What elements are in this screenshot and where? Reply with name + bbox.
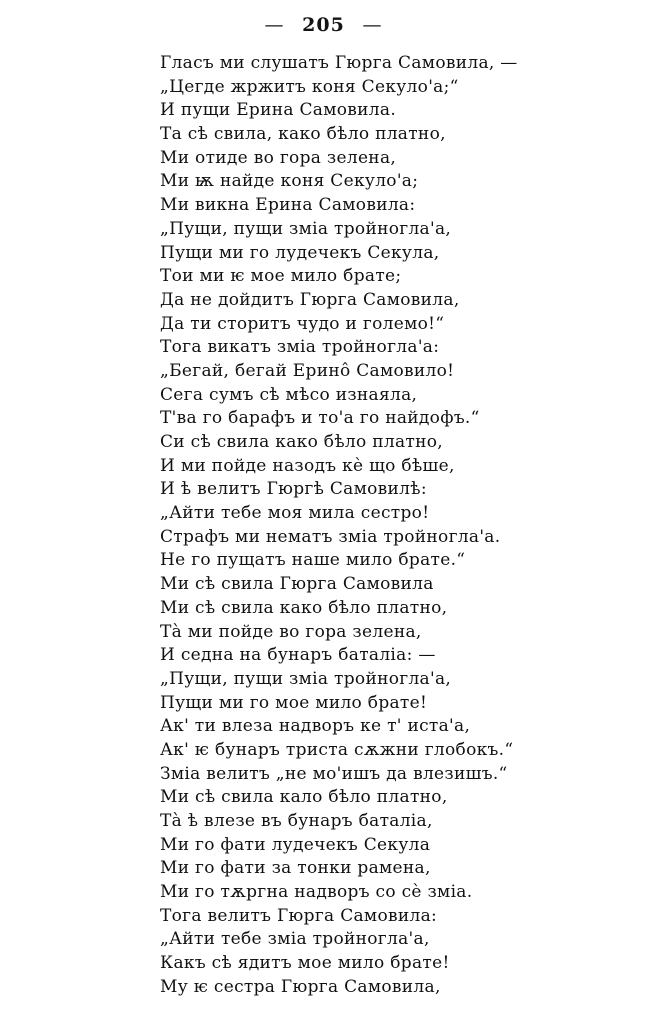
poem-line: Т'ва го барафъ и то'а го найдофъ.“ <box>160 408 480 429</box>
poem-line: Гласъ ми слушатъ Гюрга Самовила, — <box>160 53 518 73</box>
poem-line: И пущи Ерина Самовила. <box>160 100 397 121</box>
poem-line: Не го пущатъ наше мило брате.“ <box>160 550 466 571</box>
page-header <box>0 10 647 40</box>
poem-line: „Айти тебе моя мила сестро! <box>160 503 430 524</box>
poem-line: Зміа велитъ „не мо'ишъ да влезишъ.“ <box>160 763 508 784</box>
poem-line: Ак' ѥ бунаръ триста сѫжни глобокъ.“ <box>160 739 514 760</box>
poem-line: Тà ѣ влезе въ бунаръ баталіа, <box>160 811 433 831</box>
poem-line: Ми сѣ свила Гюрга Самовила <box>160 574 434 595</box>
poem-line: Ми отиде во гора зелена, <box>160 147 397 168</box>
poem-line: Страфъ ми нематъ зміа тройногла'а. <box>160 526 501 547</box>
poem-line: Пущи ми го лудечекъ Секула, <box>160 242 440 263</box>
poem-line: Ми го фати за тонки рамена, <box>160 858 431 879</box>
poem-line: И седна на бунаръ баталіа: — <box>160 645 436 666</box>
poem-line: Ми сѣ свила кало бѣло платно, <box>160 787 448 808</box>
poem-line: Тога викатъ зміа тройногла'а: <box>160 337 440 358</box>
poem-line: Пущи ми го мое мило брате! <box>160 692 428 713</box>
poem-line: Да не дойдитъ Гюрга Самовила, <box>160 289 460 310</box>
poem-line: „Бегай, бегай Еринô Самовило! <box>160 360 455 381</box>
poem-line: И ми пойде назодъ кѐ що бѣше, <box>160 455 455 476</box>
poem-line: Ми ѭ найде коня Секуло'а; <box>160 171 419 192</box>
poem-line: Тога велитъ Гюрга Самовила: <box>160 905 438 926</box>
poem-line: „Айти тебе зміа тройногла'а, <box>160 929 430 950</box>
poem-line: И ѣ велитъ Гюргѣ Самовилѣ: <box>160 479 427 500</box>
poem-line: Ми викна Ерина Самовила: <box>160 195 416 216</box>
header-dash-left: — <box>264 14 285 36</box>
poem-line: „Пущи, пущи зміа тройногла'а, <box>160 218 452 239</box>
poem-line: Сега сумъ сѣ мѣсо изнаяла, <box>160 384 418 405</box>
poem-line: Да ти сторитъ чудо и големо!“ <box>160 313 445 334</box>
poem-line: Какъ сѣ ядитъ мое мило брате! <box>160 953 450 974</box>
header-dash-right: — <box>362 14 383 36</box>
poem-line: Ми го тѫргна надворъ со сè зміа. <box>160 882 473 903</box>
poem-line: Ми го фати лудечекъ Секула <box>160 834 431 855</box>
poem-line: „Цегде жржитъ коня Секуло'а;“ <box>160 76 459 97</box>
poem-line: Та сѣ свила, како бѣло платно, <box>160 124 446 145</box>
poem-line: Ак' ти влеза надворъ ке т' иста'а, <box>160 716 471 737</box>
poem-line: Му ѥ сестра Гюрга Самовила, <box>160 976 441 997</box>
poem-line: Тои ми ѥ мое мило брате; <box>160 266 402 287</box>
page-number: 205 <box>302 14 345 36</box>
poem-line: Си сѣ свила како бѣло платно, <box>160 432 443 452</box>
poem-text <box>160 52 620 1000</box>
poem-line: Ми сѣ свила како бѣло платно, <box>160 597 448 618</box>
poem-line: Тà ми пойде во гора зелена, <box>160 621 422 642</box>
poem-line: „Пущи, пущи зміа тройногла'а, <box>160 668 452 689</box>
